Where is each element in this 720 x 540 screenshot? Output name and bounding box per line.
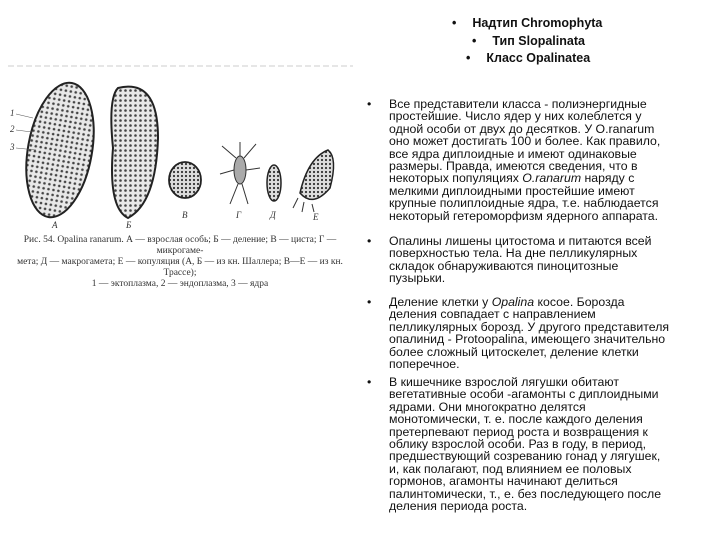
header-text: Надтип Chromophyta [472,16,603,30]
cell-b-division [111,87,158,218]
opalina-illustration [8,58,353,230]
cell-e-copulation [293,150,334,212]
header-phylum [472,35,585,48]
paragraph-line: В кишечнике взрослой лягушки обитают [389,375,619,389]
bullet: • [367,234,372,248]
bullet: • [472,34,477,48]
caption-line: 1 — эктоплазма, 2 — эндоплазма, 3 — ядра [91,279,269,289]
paragraph-line: поперечное. [389,357,460,372]
figure-opalina [8,58,353,230]
paragraph-line: простейшие. Число ядер у них колеблется у [389,109,642,124]
header-text: Тип Slopalinata [492,34,585,48]
paragraph-line: претерпевают период роста и возвращения к [389,424,648,439]
paragraph-line: крупные полиплоидные ядра, т.е. наблюдается [389,196,659,211]
label-e: Е [313,212,319,222]
label-d: Д [270,210,276,220]
paragraph-line: поверхностью тела. На дне пелликулярных [389,246,638,261]
bullet-paragraph [367,98,717,222]
bullet: • [367,295,372,309]
paragraph-line: гормонов, агамонты начинают делиться [389,474,618,489]
paragraph-line: и, как полагают, под влиянием ее половых [389,461,632,476]
paragraph-line: Все представители класса - полиэнергидные [389,97,647,111]
paragraph-line: деления периода роста. [389,499,528,514]
paragraph-line: предшествующий созреванию гонад у лягушек, [389,449,661,464]
paragraph-line: оно может достигать 100 и более. Как правило, [389,134,661,149]
paragraph-line: пузырьки. [389,271,446,286]
panel-labels [51,210,319,230]
header-superphylum [452,17,602,30]
cell-a-adult [17,77,104,222]
caption-line: мета; Д — макрогамета; Е — копуляция (А, Б — из кн. Шаллера; В—Е — из кн. Трассе); [17,257,343,278]
label-a: А [52,220,58,230]
label-2: 2 [10,124,15,134]
paragraph-line: ядрами. Они многократно делятся [389,399,586,414]
paragraph-line: размеры. Правда, имеются сведения, что в [389,159,638,174]
bullet: • [452,16,457,30]
bullet: • [466,51,471,65]
bullet-paragraph [367,296,717,370]
label-b: Б [126,220,132,230]
label-v: В [182,210,188,220]
label-g: Г [236,210,242,220]
paragraph-line: мелкими диплоидными простейшие имеют [389,183,635,198]
cell-v-cyst [169,162,201,198]
label-3: 3 [10,142,15,152]
paragraph-line: пелликулярных борозд. У другого представителя [389,319,670,334]
bullet: • [367,375,372,389]
paragraph-line: опалинид - Protoopalina, имеющего значительно [389,332,666,347]
paragraph-line: более сложный цитоскелет, деление клетки [389,344,639,359]
paragraph-line: облику взрослой особи. Раз в году, в период, [389,437,646,452]
paragraph-line: Деление клетки у Opalina косое. Борозда [389,295,625,309]
bullet-paragraph [367,235,717,285]
paragraph-line: монотомически, т. е. после каждого деления [389,412,643,427]
header-text: Класс Opalinatea [486,51,591,65]
paragraph-line: складок обнаруживаются пиноцитозные [389,258,619,273]
header-class [466,52,590,65]
caption-line: Рис. 54. Opalina ranarum. А — взрослая особь; Б — деление; В — циста; Г — микрогаме- [23,235,337,256]
cell-g-microgamete [220,142,260,204]
paragraph-line: деления совпадает с направлением [389,307,596,322]
figure-caption [10,235,350,290]
bullet-paragraph [367,376,717,512]
paragraph-line: вегетативные особи -агамонты с диплоидными [389,387,659,402]
paragraph-line: некоторый гетероморфизм ядерного аппарата. [389,208,659,223]
paragraph-line: некоторых популяциях O.ranarum наряду с [389,171,635,186]
cell-d-macrogamete [267,165,281,201]
paragraph-line: все ядра диплоидные и имеют одинаковые [389,146,637,161]
paragraph-line: Опалины лишены цитостома и питаются всей [389,234,652,248]
paragraph-line: палинтомически, т., е. без последующего после [389,486,662,501]
bullet: • [367,97,372,111]
paragraph-line: одной особи от двух до десятков. У O.ranarum [389,121,655,136]
label-1: 1 [10,108,15,118]
